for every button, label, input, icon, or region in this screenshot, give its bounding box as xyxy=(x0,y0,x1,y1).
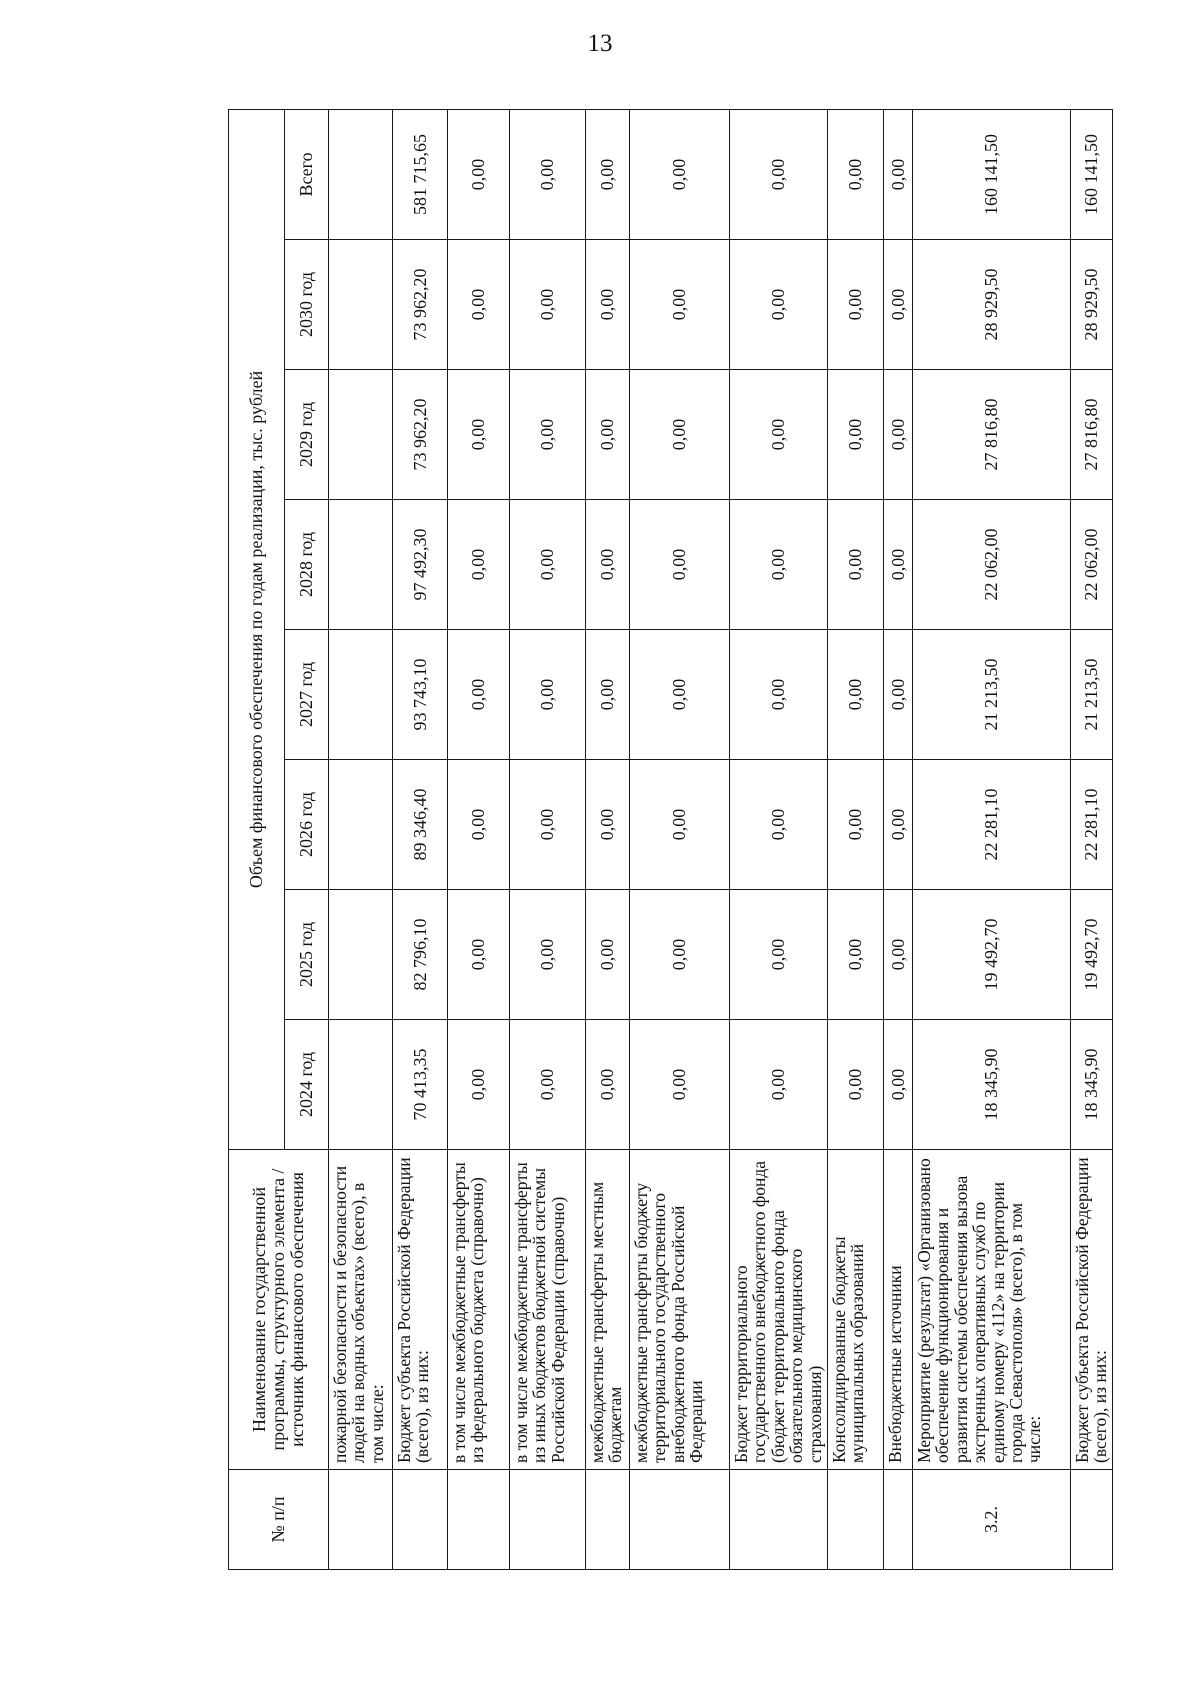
row-value: 0,00 xyxy=(884,760,913,890)
table-row xyxy=(1071,109,1113,1569)
header-year-2028: 2028 год xyxy=(285,500,329,630)
row-value: 0,00 xyxy=(448,630,510,760)
row-value: 0,00 xyxy=(448,240,510,370)
row-value: 0,00 xyxy=(884,240,913,370)
row-value: 0,00 xyxy=(630,760,730,890)
row-value: 70 413,35 xyxy=(393,1020,448,1150)
row-value: 22 062,00 xyxy=(913,500,1071,630)
row-value: 28 929,50 xyxy=(1071,240,1113,370)
row-value: 93 743,10 xyxy=(393,630,448,760)
row-total: 0,00 xyxy=(828,109,884,239)
row-total: 160 141,50 xyxy=(913,109,1071,239)
row-number xyxy=(1071,1470,1113,1570)
row-value: 0,00 xyxy=(828,630,884,760)
row-value: 0,00 xyxy=(510,370,586,500)
row-number xyxy=(630,1470,730,1570)
row-label: Бюджет субъекта Российской Федерации (всего), из них: xyxy=(393,1150,448,1470)
row-value: 0,00 xyxy=(730,630,828,760)
row-value xyxy=(329,1020,393,1150)
header-year-2030: 2030 год xyxy=(285,240,329,370)
row-number xyxy=(329,1470,393,1570)
row-value: 0,00 xyxy=(730,370,828,500)
row-total: 0,00 xyxy=(586,109,630,239)
table-row xyxy=(730,109,828,1569)
table-row xyxy=(393,109,448,1569)
row-value: 28 929,50 xyxy=(913,240,1071,370)
header-year-2029: 2029 год xyxy=(285,370,329,500)
header-year-2026: 2026 год xyxy=(285,760,329,890)
row-value: 18 345,90 xyxy=(1071,1020,1113,1150)
row-label: в том числе межбюджетные трансферты из иных бюджетов бюджетной системы Российской Федерации (справочно) xyxy=(510,1150,586,1470)
row-value: 82 796,10 xyxy=(393,890,448,1020)
row-value: 21 213,50 xyxy=(913,630,1071,760)
row-number xyxy=(393,1470,448,1570)
row-value: 27 816,80 xyxy=(1071,370,1113,500)
row-label: Мероприятие (результат) «Организовано обеспечение функционирования и развития системы обеспечения вызова экстренных оперативных служб по единому номеру «112» на территории города Севастополя» (всего), в том числе: xyxy=(913,1150,1071,1470)
row-total: 0,00 xyxy=(630,109,730,239)
row-value xyxy=(329,240,393,370)
row-value: 0,00 xyxy=(510,500,586,630)
row-total: 581 715,65 xyxy=(393,109,448,239)
row-total: 0,00 xyxy=(448,109,510,239)
row-value: 0,00 xyxy=(730,500,828,630)
row-value: 73 962,20 xyxy=(393,370,448,500)
row-number xyxy=(884,1470,913,1570)
row-value: 0,00 xyxy=(884,630,913,760)
row-value: 27 816,80 xyxy=(913,370,1071,500)
row-label: межбюджетные трансферты местным бюджетам xyxy=(586,1150,630,1470)
row-value: 21 213,50 xyxy=(1071,630,1113,760)
row-value: 0,00 xyxy=(510,760,586,890)
row-total: 0,00 xyxy=(510,109,586,239)
row-value xyxy=(329,500,393,630)
row-value: 0,00 xyxy=(586,760,630,890)
row-value: 0,00 xyxy=(730,760,828,890)
row-value: 0,00 xyxy=(630,500,730,630)
header-year-2024: 2024 год xyxy=(285,1020,329,1150)
table-row xyxy=(630,109,730,1569)
row-value: 22 281,10 xyxy=(1071,760,1113,890)
row-value: 19 492,70 xyxy=(1071,890,1113,1020)
row-number xyxy=(510,1470,586,1570)
header-year-2027: 2027 год xyxy=(285,630,329,760)
table-row xyxy=(448,109,510,1569)
table-row xyxy=(586,109,630,1569)
row-number xyxy=(586,1470,630,1570)
table-row xyxy=(884,109,913,1569)
row-value: 0,00 xyxy=(828,760,884,890)
row-value: 0,00 xyxy=(586,630,630,760)
row-value: 0,00 xyxy=(730,1020,828,1150)
row-value xyxy=(329,760,393,890)
row-value: 0,00 xyxy=(586,1020,630,1150)
table-row xyxy=(510,109,586,1569)
row-number xyxy=(828,1470,884,1570)
row-value: 0,00 xyxy=(730,240,828,370)
table-row xyxy=(329,109,393,1569)
rotated-table-container xyxy=(228,110,1111,1570)
financing-table xyxy=(228,109,1113,1570)
row-value: 0,00 xyxy=(730,890,828,1020)
row-value: 0,00 xyxy=(586,370,630,500)
row-value: 0,00 xyxy=(586,890,630,1020)
row-value: 0,00 xyxy=(828,890,884,1020)
row-label: Внебюджетные источники xyxy=(884,1150,913,1470)
row-total: 160 141,50 xyxy=(1071,109,1113,239)
row-value: 0,00 xyxy=(586,240,630,370)
header-num: № п/п xyxy=(229,1470,329,1570)
row-value: 0,00 xyxy=(630,630,730,760)
row-value: 18 345,90 xyxy=(913,1020,1071,1150)
row-label: Бюджет субъекта Российской Федерации (всего), из них: xyxy=(1071,1150,1113,1470)
row-value: 0,00 xyxy=(630,890,730,1020)
page-number: 13 xyxy=(587,30,613,57)
row-value: 0,00 xyxy=(448,1020,510,1150)
row-value xyxy=(329,890,393,1020)
row-value xyxy=(329,630,393,760)
header-name: Наименование государственной программы, структурного элемента / источник финансового обеспечения xyxy=(229,1150,329,1470)
row-value: 0,00 xyxy=(510,890,586,1020)
header-year-2025: 2025 год xyxy=(285,890,329,1020)
row-value: 89 346,40 xyxy=(393,760,448,890)
row-value: 0,00 xyxy=(828,1020,884,1150)
row-value: 0,00 xyxy=(630,1020,730,1150)
header-volume: Объем финансового обеспечения по годам реализации, тыс. рублей xyxy=(229,109,285,1149)
row-number: 3.2. xyxy=(913,1470,1071,1570)
row-value xyxy=(329,370,393,500)
row-value: 0,00 xyxy=(630,240,730,370)
row-label: в том числе межбюджетные трансферты из федерального бюджета (справочно) xyxy=(448,1150,510,1470)
row-value: 0,00 xyxy=(448,760,510,890)
row-value: 0,00 xyxy=(884,500,913,630)
row-value: 0,00 xyxy=(586,500,630,630)
row-label: Консолидированные бюджеты муниципальных образований xyxy=(828,1150,884,1470)
row-value: 0,00 xyxy=(884,370,913,500)
table-row xyxy=(828,109,884,1569)
row-number xyxy=(448,1470,510,1570)
row-value: 0,00 xyxy=(448,370,510,500)
row-value: 73 962,20 xyxy=(393,240,448,370)
row-value: 19 492,70 xyxy=(913,890,1071,1020)
row-value: 0,00 xyxy=(510,1020,586,1150)
table-row xyxy=(913,109,1071,1569)
row-number xyxy=(730,1470,828,1570)
row-total: 0,00 xyxy=(884,109,913,239)
row-value: 0,00 xyxy=(510,240,586,370)
row-value: 0,00 xyxy=(630,370,730,500)
row-label: Бюджет территориального государственного внебюджетного фонда (бюджет территориального фонда обязательного медицинского страхования) xyxy=(730,1150,828,1470)
row-value: 22 281,10 xyxy=(913,760,1071,890)
row-value: 0,00 xyxy=(448,500,510,630)
row-total: 0,00 xyxy=(730,109,828,239)
row-value: 97 492,30 xyxy=(393,500,448,630)
row-value: 0,00 xyxy=(510,630,586,760)
header-total: Всего xyxy=(285,109,329,239)
row-value: 22 062,00 xyxy=(1071,500,1113,630)
row-value: 0,00 xyxy=(448,890,510,1020)
row-value: 0,00 xyxy=(828,500,884,630)
row-value: 0,00 xyxy=(884,890,913,1020)
row-value: 0,00 xyxy=(828,240,884,370)
row-label: межбюджетные трансферты бюджету территориального государственного внебюджетного фонда Российской Федерации xyxy=(630,1150,730,1470)
row-total xyxy=(329,109,393,239)
row-value: 0,00 xyxy=(828,370,884,500)
row-value: 0,00 xyxy=(884,1020,913,1150)
row-label: пожарной безопасности и безопасности людей на водных объектах» (всего), в том числе: xyxy=(329,1150,393,1470)
